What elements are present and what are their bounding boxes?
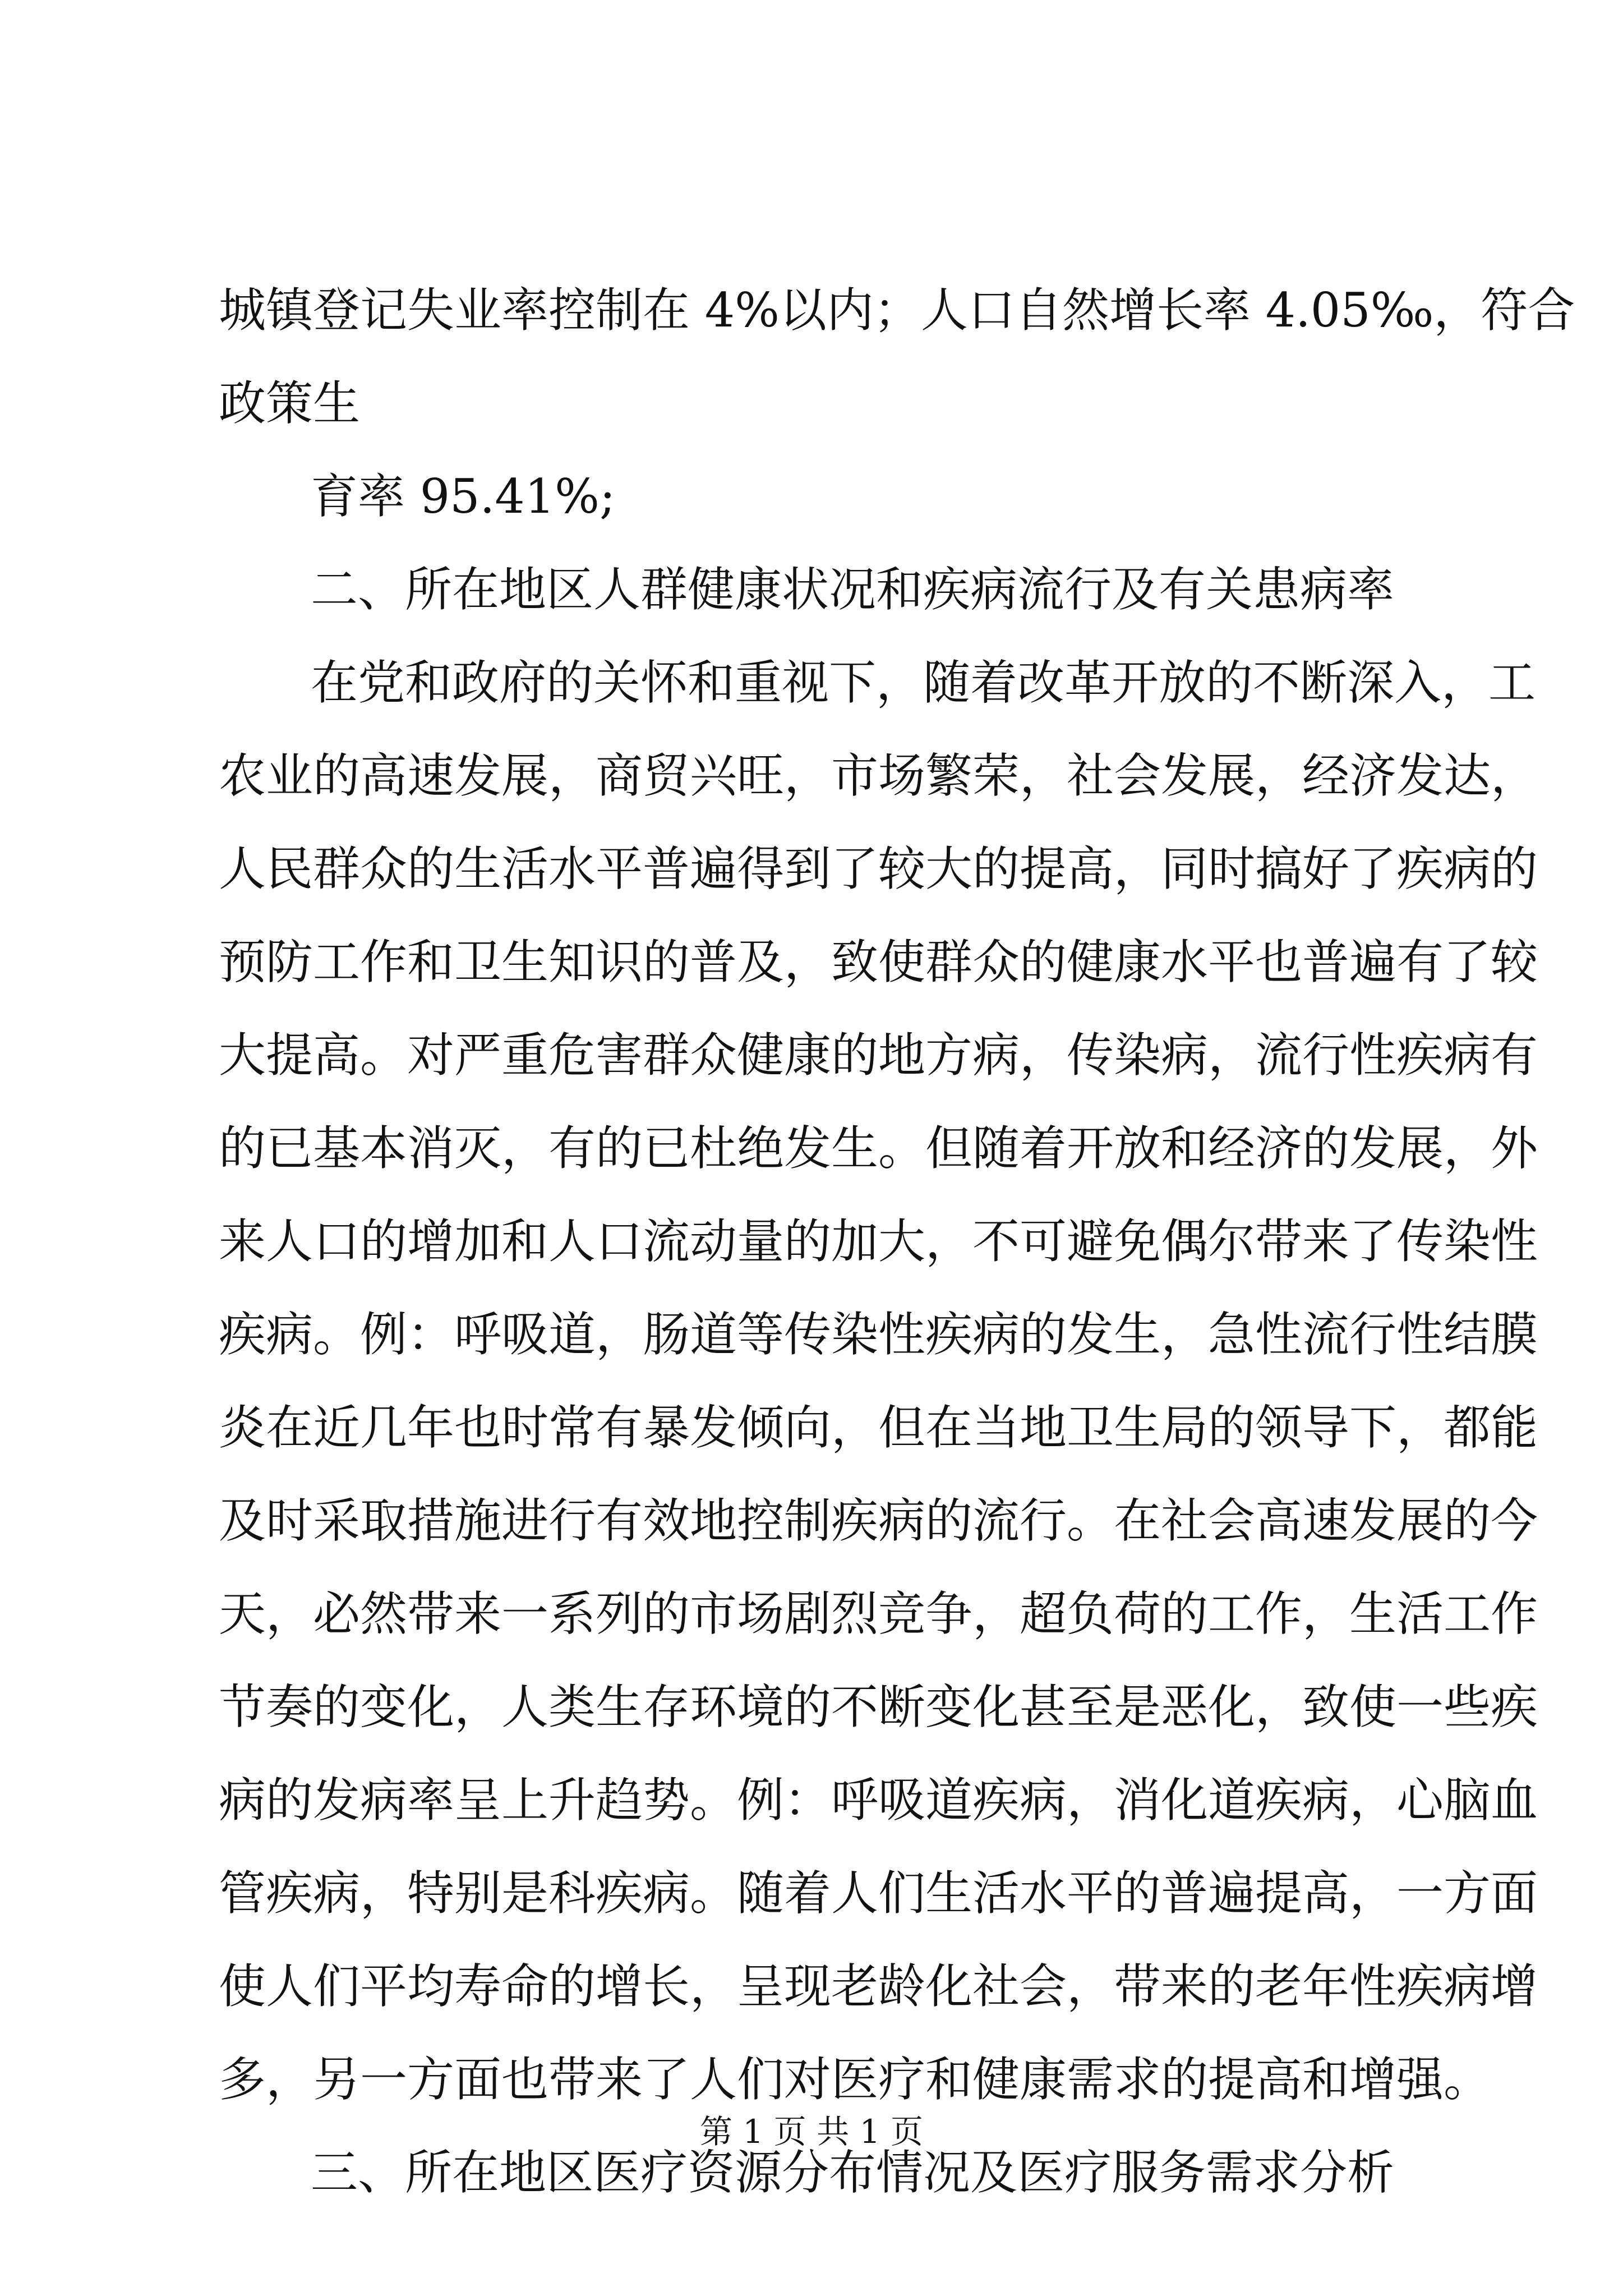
text-line: 管疾病，特别是科疾病。随着人们生活水平的普遍提高，一方面: [219, 1866, 1538, 1921]
text-line: 使人们平均寿命的增长，呈现老龄化社会，带来的老年性疾病增: [219, 1959, 1538, 2014]
text-line: 育率 95.41%;: [311, 469, 616, 524]
page-footer: [0, 2109, 1623, 2154]
paragraph-start: 在党和政府的关怀和重视下，随着改革开放的不断深入，工: [311, 655, 1536, 710]
text-line: 炎在近几年也时常有暴发倾向，但在当地卫生局的领导下，都能: [219, 1400, 1538, 1455]
text-line: 大提高。对严重危害群众健康的地方病，传染病，流行性疾病有: [219, 1028, 1538, 1083]
text-line: 多，另一方面也带来了人们对医疗和健康需求的提高和增强。: [219, 2052, 1491, 2107]
text-line: 政策生: [219, 376, 361, 431]
text-line: 疾病。例：呼吸道，肠道等传染性疾病的发生，急性流行性结膜: [219, 1307, 1538, 1362]
text-line: 农业的高速发展，商贸兴旺，市场繁荣，社会发展，经济发达，: [219, 748, 1538, 803]
text-line: 人民群众的生活水平普遍得到了较大的提高，同时搞好了疾病的: [219, 841, 1538, 896]
text-line: 的已基本消灭，有的已杜绝发生。但随着开放和经济的发展，外: [219, 1121, 1538, 1176]
document-body: [219, 264, 1575, 2219]
text-line: 病的发病率呈上升趋势。例：呼吸道疾病，消化道疾病，心脑血: [219, 1773, 1538, 1828]
section-heading-3: 三、所在地区医疗资源分布情况及医疗服务需求分析: [311, 2145, 1395, 2200]
text-line: 来人口的增加和人口流动量的加大，不可避免偶尔带来了传染性: [219, 1214, 1538, 1269]
page-number-label: 第 1 页 共 1 页: [700, 2113, 923, 2151]
section-heading-2: 二、所在地区人群健康状况和疾病流行及有关患病率: [311, 562, 1395, 617]
text-line: 天，必然带来一系列的市场剧烈竞争，超负荷的工作，生活工作: [219, 1586, 1538, 1641]
text-line: 及时采取措施进行有效地控制疾病的流行。在社会高速发展的今: [219, 1493, 1538, 1548]
text-line: 预防工作和卫生知识的普及，致使群众的健康水平也普遍有了较: [219, 935, 1538, 990]
text-line: 节奏的变化，人类生存环境的不断变化甚至是恶化，致使一些疾: [219, 1680, 1538, 1734]
text-line: 城镇登记失业率控制在 4%以内；人口自然增长率 4.05‰，符合: [219, 283, 1575, 338]
